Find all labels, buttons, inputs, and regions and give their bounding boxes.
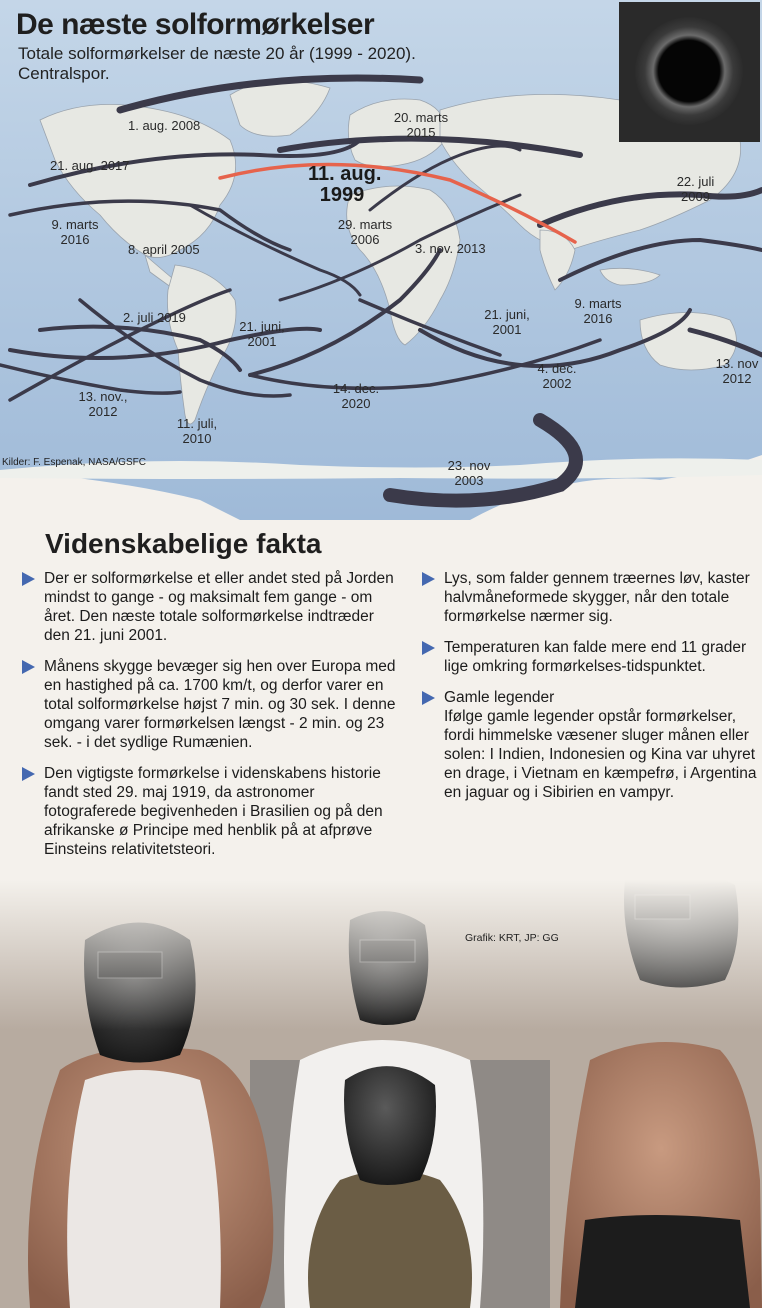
label-1999-date: 11. aug. [308,163,382,185]
arrow-icon [422,641,435,655]
graphic-credit: Grafik: KRT, JP: GG [465,932,559,944]
eclipse-photo [619,2,760,142]
facts-column-2 [418,569,758,814]
label-2012-a: 13. nov., 2012 [78,389,128,419]
label-2016-a: 9. marts 2016 [51,217,99,247]
fact-text: Temperaturen kan falde mere end 11 grader lige omkring formørkelses-tidspunktet. [444,639,747,675]
fact-item [18,657,398,752]
fact-item [418,638,758,676]
label-2017: 21. aug. 2017 [50,158,130,173]
eclipse-map [0,0,762,520]
fact-item-legends [418,688,758,802]
arrow-icon [22,660,35,674]
label-2012-c: 13. nov 2012 [715,356,759,386]
label-2015: 20. marts 2015 [393,110,449,140]
arrow-icon [22,767,35,781]
arrow-icon [422,691,435,705]
fact-item [418,569,758,626]
fact-item [18,764,398,859]
people-with-welding-masks-photo [0,880,762,1308]
label-2008: 1. aug. 2008 [128,118,201,133]
arrow-icon [422,572,435,586]
map-source: Kilder: F. Espenak, NASA/GSFC [2,457,146,468]
page-title: De næste solformørkelser [16,8,375,41]
label-2003: 23. nov 2003 [447,458,491,488]
fact-text: Lys, som falder gennem træernes løv, kaster halvmåneformede skygger, når den totale formørkelse nærmer sig. [444,570,750,625]
arrow-icon [22,572,35,586]
subtitle-line-2: Centralspor. [18,64,110,83]
label-1999-year: 1999 [319,184,365,206]
label-2019: 2. juli 2019 [123,310,186,325]
label-2020: 14. dec. 2020 [332,381,380,411]
fact-text: Den vigtigste formørkelse i videnskabens historie fandt sted 29. maj 1919, da astronomer fotograferede begivenheden i Brasilien og på den afrikanske ø Principe med henblik på at afprøve Einsteins relativitetsteori. [44,765,383,858]
label-2005: 8. april 2005 [128,242,200,257]
legends-text: Ifølge gamle legender opstår formørkelser, fordi himmelske væsener sluger månen eller solen: I Indien, Indonesien og Kina var uhyret en drage, i Vietnam en kæmpefrø, i Argentina en jaguar og i Sibirien en vampyr. [444,708,757,801]
label-2016-b: 9. marts 2016 [574,296,622,326]
label-2002: 4. dec. 2002 [537,361,577,391]
subtitle-line-1: Totale solformørkelser de næste 20 år (1999 - 2020). [18,44,416,63]
map-subtitle [18,44,538,84]
label-1999 [308,163,382,206]
label-2001-b: 21. juni, 2001 [484,307,530,337]
legends-heading: Gamle legender [444,689,555,706]
label-2009: 22. juli 2009 [676,174,715,204]
label-2001-a: 21. juni, 2001 [239,319,285,349]
label-2013: 3. nov. 2013 [415,241,486,256]
label-2010: 11. juli, 2010 [176,416,218,446]
fact-text: Der er solformørkelse et eller andet sted på Jorden mindst to gange - og maksimalt fem gange - om året. Den næste totale solformørkelse indtræder den 21. juni 2001. [44,570,394,644]
fact-text: Månens skygge bevæger sig hen over Europa med en hastighed på ca. 1700 km/t, og derfor varer en total solformørkelse højst 7 min. og 30 sek. I denne omgang varer formørkelsen længst - 2 min. og 23 sek. - i det sydlige Rumænien. [44,658,396,751]
label-2006: 29. marts 2006 [337,217,393,247]
facts-column-1 [18,569,398,871]
facts-heading: Videnskabelige fakta [45,528,322,559]
fact-item [18,569,398,645]
